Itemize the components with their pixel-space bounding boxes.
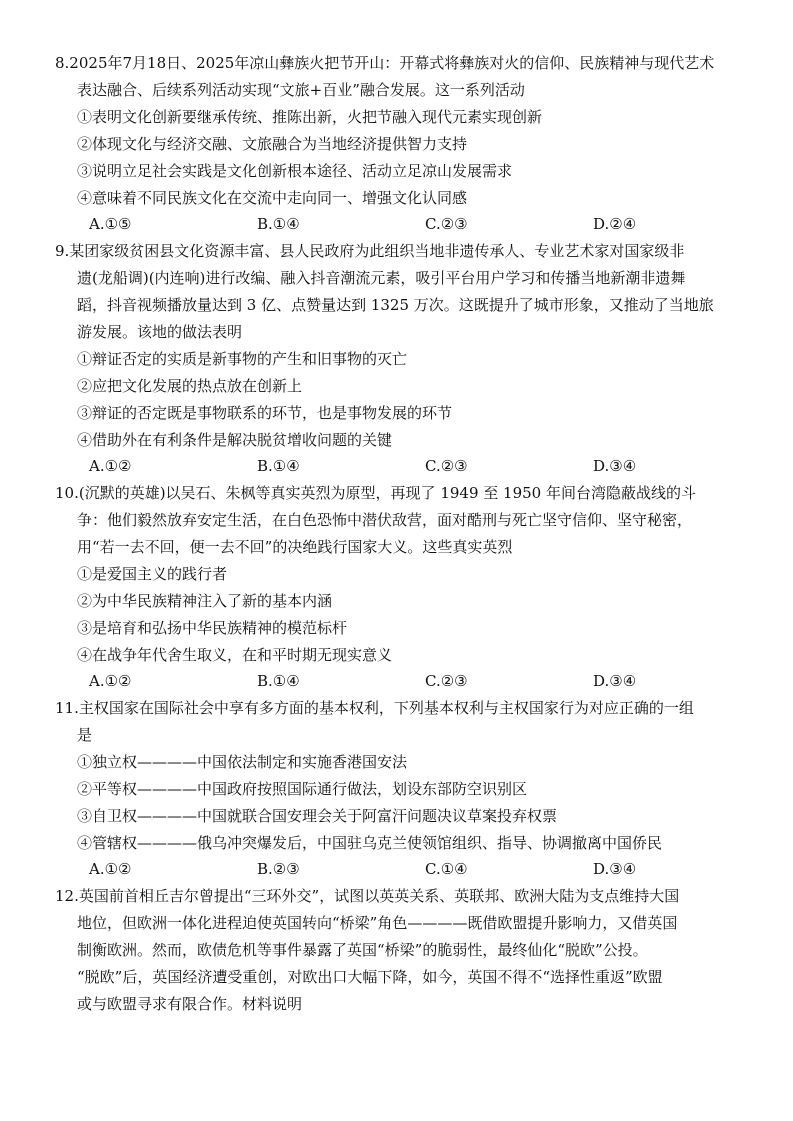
q11-option-c: C.①④ — [425, 860, 468, 878]
q10-item-3: ③是培育和弘扬中华民族精神的模范标杆 — [77, 619, 348, 637]
q10-stem-line-1: 10.(沉默的英雄)以吴石、朱枫等真实英烈为原型，再现了 1949 至 1950 年间台湾隐蔽战线的斗 — [55, 484, 696, 502]
q9-stem-line-1: 9.某团家级贫困县文化资源丰富、县人民政府为此组织当地非遗传承人、专业艺术家对国家级非 — [55, 242, 685, 260]
q9-item-4: ④借助外在有利条件是解决脱贫增收问题的关键 — [77, 431, 393, 449]
q11-item-4: ④管辖权————俄乌冲突爆发后，中国驻乌克兰使领馆组织、指导、协调撤离中国侨民 — [77, 834, 663, 852]
q8-item-1: ①表明文化创新要继承传统、推陈出新，火把节融入现代元素实现创新 — [77, 108, 543, 126]
q8-item-4: ④意味着不同民族文化在交流中走向同一、增强文化认同感 — [77, 189, 468, 207]
q8-stem-line-2: 表达融合、后续系列活动实现“文旅+百业”融合发展。这一系列活动 — [77, 81, 525, 99]
q11-item-3: ③自卫权————中国就联合国安理会关于阿富汗问题决议草案投弃权票 — [77, 807, 558, 825]
q11-stem-line-1: 11.主权国家在国际社会中享有多方面的基本权利，下列基本权利与主权国家行为对应正确的一组 — [55, 699, 694, 717]
q10-option-c: C.②③ — [425, 672, 468, 690]
q11-option-d: D.③④ — [593, 860, 637, 878]
q11-stem-line-2: 是 — [77, 726, 93, 744]
q9-stem-line-3: 蹈，抖音视频播放量达到 3 亿、点赞量达到 1325 万次。这既提升了城市形象，又推动了当地旅 — [77, 296, 714, 314]
q8-stem-line-1: 8.2025年7月18日、2025年凉山彝族火把节开山：开幕式将彝族对火的信仰、民族精神与现代艺术 — [55, 54, 715, 72]
q9-stem-line-2: 遗(龙船调)(内连响)进行改编、融入抖音潮流元素，吸引平台用户学习和传播当地新潮非遗舞 — [77, 269, 686, 287]
q11-item-2: ②平等权————中国政府按照国际通行做法，划设东部防空识别区 — [77, 780, 528, 798]
q11-item-1: ①独立权————中国依法制定和实施香港国安法 — [77, 753, 408, 771]
q10-option-b: B.①④ — [257, 672, 300, 690]
q8-item-3: ③说明立足社会实践是文化创新根本途径、活动立足凉山发展需求 — [77, 162, 513, 180]
q9-stem-line-4: 游发展。该地的做法表明 — [77, 323, 243, 341]
q9-item-3: ③辩证的否定既是事物联系的环节，也是事物发展的环节 — [77, 404, 453, 422]
q12-stem-line-3: 制衡欧洲。然而，欧债危机等事件暴露了英国“桥梁”的脆弱性，最终仙化“脱欧”公投。 — [77, 941, 648, 959]
q12-stem-line-1: 12.英国前首相丘吉尔曾提出“三环外交”，试图以英英关系、英联邦、欧洲大陆为支点维持大国 — [55, 887, 680, 905]
q8-item-2: ②体现文化与经济交融、文旅融合为当地经济提供智力支持 — [77, 135, 468, 153]
q12-stem-line-5: 或与欧盟寻求有限合作。材料说明 — [77, 995, 303, 1013]
q9-option-d: D.③④ — [593, 457, 637, 475]
q8-option-c: C.②③ — [425, 215, 468, 233]
q10-item-1: ①是爱国主义的践行者 — [77, 565, 228, 583]
q10-stem-line-3: 用“若一去不回，便一去不回”的决绝践行国家大义。这些真实英烈 — [77, 538, 513, 556]
q10-item-2: ②为中华民族精神注入了新的基本内涵 — [77, 592, 333, 610]
q8-option-a: A.①⑤ — [89, 215, 132, 233]
q9-option-b: B.①④ — [257, 457, 300, 475]
q10-stem-line-2: 争：他们毅然放弃安定生活，在白色恐怖中潜伏敌营，面对酷刑与死亡坚守信仰、坚守秘密， — [77, 511, 693, 529]
q11-option-a: A.①② — [89, 860, 132, 878]
q10-item-4: ④在战争年代舍生取义，在和平时期无现实意义 — [77, 646, 393, 664]
q10-option-a: A.①② — [89, 672, 132, 690]
q9-item-2: ②应把文化发展的热点放在创新上 — [77, 377, 303, 395]
q11-option-b: B.②③ — [257, 860, 300, 878]
q9-item-1: ①辩证否定的实质是新事物的产生和旧事物的灭亡 — [77, 350, 408, 368]
q12-stem-line-2: 地位，但欧洲一体化进程迫使英国转向“桥梁”角色————既借欧盟提升影响力，又借英国 — [77, 914, 678, 932]
q8-option-d: D.②④ — [593, 215, 637, 233]
q8-option-b: B.①④ — [257, 215, 300, 233]
q12-stem-line-4: “脱欧”后，英国经济遭受重创，对欧出口大幅下降，如今，英国不得不“选择性重返”欧盟 — [77, 968, 663, 986]
q9-option-a: A.①② — [89, 457, 132, 475]
q10-option-d: D.③④ — [593, 672, 637, 690]
q9-option-c: C.②③ — [425, 457, 468, 475]
